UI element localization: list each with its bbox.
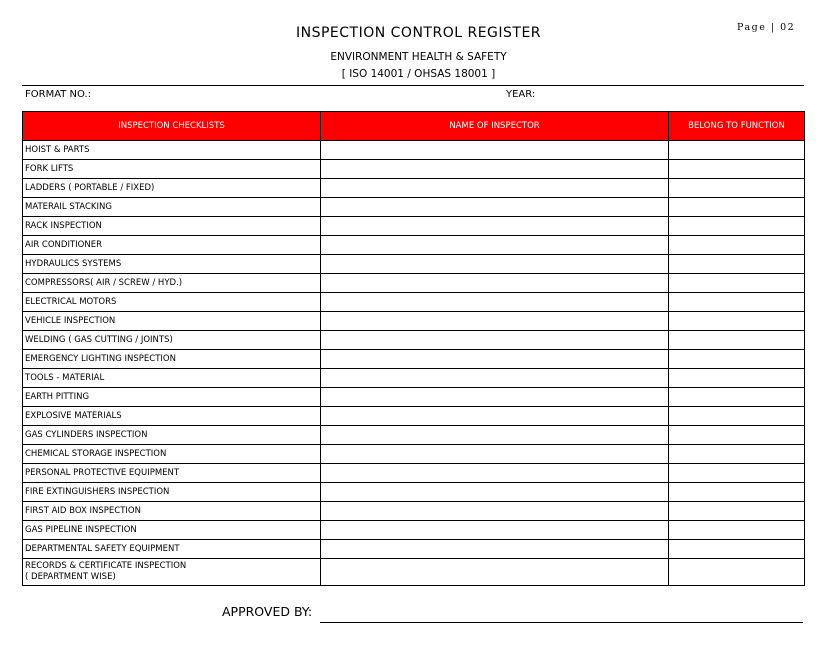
- function-cell[interactable]: [669, 274, 805, 293]
- checklist-item: HOIST & PARTS: [23, 141, 321, 160]
- table-row: [23, 540, 805, 559]
- checklist-item: GAS PIPELINE INSPECTION: [23, 521, 321, 540]
- function-cell[interactable]: [669, 369, 805, 388]
- checklist-item: VEHICLE INSPECTION: [23, 312, 321, 331]
- table-row: [23, 255, 805, 274]
- table-row: [23, 198, 805, 217]
- function-cell[interactable]: [669, 350, 805, 369]
- table-row: [23, 179, 805, 198]
- checklist-item: FORK LIFTS: [23, 160, 321, 179]
- document-subtitle: ENVIRONMENT HEALTH & SAFETY: [330, 51, 507, 63]
- function-cell[interactable]: [669, 445, 805, 464]
- inspector-name-cell[interactable]: [321, 559, 669, 586]
- column-header-checklists: INSPECTION CHECKLISTS: [23, 112, 321, 141]
- function-cell[interactable]: [669, 540, 805, 559]
- table-row: [23, 388, 805, 407]
- checklist-item: TOOLS - MATERIAL: [23, 369, 321, 388]
- year-label: YEAR:: [506, 89, 536, 100]
- inspector-name-cell[interactable]: [321, 388, 669, 407]
- table-row: [23, 274, 805, 293]
- inspector-name-cell[interactable]: [321, 312, 669, 331]
- checklist-item: RACK INSPECTION: [23, 217, 321, 236]
- inspector-name-cell[interactable]: [321, 331, 669, 350]
- checklist-item: WELDING ( GAS CUTTING / JOINTS): [23, 331, 321, 350]
- checklist-item: FIRE EXTINGUISHERS INSPECTION: [23, 483, 321, 502]
- table-row: [23, 331, 805, 350]
- function-cell[interactable]: [669, 502, 805, 521]
- format-number-label: FORMAT NO.:: [25, 89, 92, 100]
- checklist-item: EARTH PITTING: [23, 388, 321, 407]
- checklist-item: RECORDS & CERTIFICATE INSPECTION ( DEPARTMENT WISE): [23, 559, 321, 586]
- inspector-name-cell[interactable]: [321, 217, 669, 236]
- table-row: [23, 236, 805, 255]
- page-number: Page | 02: [737, 22, 796, 33]
- checklist-item: EXPLOSIVE MATERIALS: [23, 407, 321, 426]
- table-row: [23, 483, 805, 502]
- inspector-name-cell[interactable]: [321, 236, 669, 255]
- table-row: [23, 369, 805, 388]
- header-divider: [22, 85, 804, 86]
- table-row: [23, 426, 805, 445]
- table-header-row: [23, 112, 805, 141]
- approved-by-signature-line[interactable]: [320, 622, 803, 623]
- checklist-item: LADDERS ( PORTABLE / FIXED): [23, 179, 321, 198]
- table-row: [23, 521, 805, 540]
- inspector-name-cell[interactable]: [321, 521, 669, 540]
- column-header-inspector: NAME OF INSPECTOR: [321, 112, 669, 141]
- inspector-name-cell[interactable]: [321, 350, 669, 369]
- table-row: [23, 312, 805, 331]
- function-cell[interactable]: [669, 236, 805, 255]
- checklist-item: COMPRESSORS( AIR / SCREW / HYD.): [23, 274, 321, 293]
- standards-reference: [ ISO 14001 / OHSAS 18001 ]: [341, 68, 496, 80]
- inspector-name-cell[interactable]: [321, 141, 669, 160]
- inspector-name-cell[interactable]: [321, 502, 669, 521]
- document-title: INSPECTION CONTROL REGISTER: [295, 25, 542, 41]
- function-cell[interactable]: [669, 255, 805, 274]
- inspection-table: [22, 111, 805, 586]
- function-cell[interactable]: [669, 464, 805, 483]
- inspector-name-cell[interactable]: [321, 445, 669, 464]
- function-cell[interactable]: [669, 521, 805, 540]
- inspector-name-cell[interactable]: [321, 179, 669, 198]
- inspector-name-cell[interactable]: [321, 198, 669, 217]
- function-cell[interactable]: [669, 407, 805, 426]
- table-row: [23, 445, 805, 464]
- inspector-name-cell[interactable]: [321, 293, 669, 312]
- function-cell[interactable]: [669, 217, 805, 236]
- table-row: [23, 350, 805, 369]
- table-row: [23, 502, 805, 521]
- checklist-item: HYDRAULICS SYSTEMS: [23, 255, 321, 274]
- inspector-name-cell[interactable]: [321, 540, 669, 559]
- table-row: [23, 160, 805, 179]
- checklist-item: DEPARTMENTAL SAFETY EQUIPMENT: [23, 540, 321, 559]
- table-row: [23, 407, 805, 426]
- function-cell[interactable]: [669, 559, 805, 586]
- function-cell[interactable]: [669, 312, 805, 331]
- function-cell[interactable]: [669, 331, 805, 350]
- function-cell[interactable]: [669, 141, 805, 160]
- function-cell[interactable]: [669, 388, 805, 407]
- function-cell[interactable]: [669, 426, 805, 445]
- inspector-name-cell[interactable]: [321, 369, 669, 388]
- table-row: [23, 217, 805, 236]
- table-row: [23, 559, 805, 586]
- inspector-name-cell[interactable]: [321, 483, 669, 502]
- function-cell[interactable]: [669, 160, 805, 179]
- column-header-function: BELONG TO FUNCTION: [669, 112, 805, 141]
- approved-by-label: APPROVED BY:: [222, 604, 313, 619]
- checklist-item: PERSONAL PROTECTIVE EQUIPMENT: [23, 464, 321, 483]
- checklist-item: FIRST AID BOX INSPECTION: [23, 502, 321, 521]
- checklist-item: GAS CYLINDERS INSPECTION: [23, 426, 321, 445]
- inspector-name-cell[interactable]: [321, 160, 669, 179]
- checklist-item: CHEMICAL STORAGE INSPECTION: [23, 445, 321, 464]
- table-row: [23, 141, 805, 160]
- function-cell[interactable]: [669, 483, 805, 502]
- function-cell[interactable]: [669, 293, 805, 312]
- checklist-item: ELECTRICAL MOTORS: [23, 293, 321, 312]
- inspector-name-cell[interactable]: [321, 464, 669, 483]
- function-cell[interactable]: [669, 198, 805, 217]
- table-row: [23, 293, 805, 312]
- inspector-name-cell[interactable]: [321, 255, 669, 274]
- inspector-name-cell[interactable]: [321, 274, 669, 293]
- checklist-item: MATERAIL STACKING: [23, 198, 321, 217]
- table-row: [23, 464, 805, 483]
- checklist-item: EMERGENCY LIGHTING INSPECTION: [23, 350, 321, 369]
- function-cell[interactable]: [669, 179, 805, 198]
- inspector-name-cell[interactable]: [321, 407, 669, 426]
- inspector-name-cell[interactable]: [321, 426, 669, 445]
- checklist-item: AIR CONDITIONER: [23, 236, 321, 255]
